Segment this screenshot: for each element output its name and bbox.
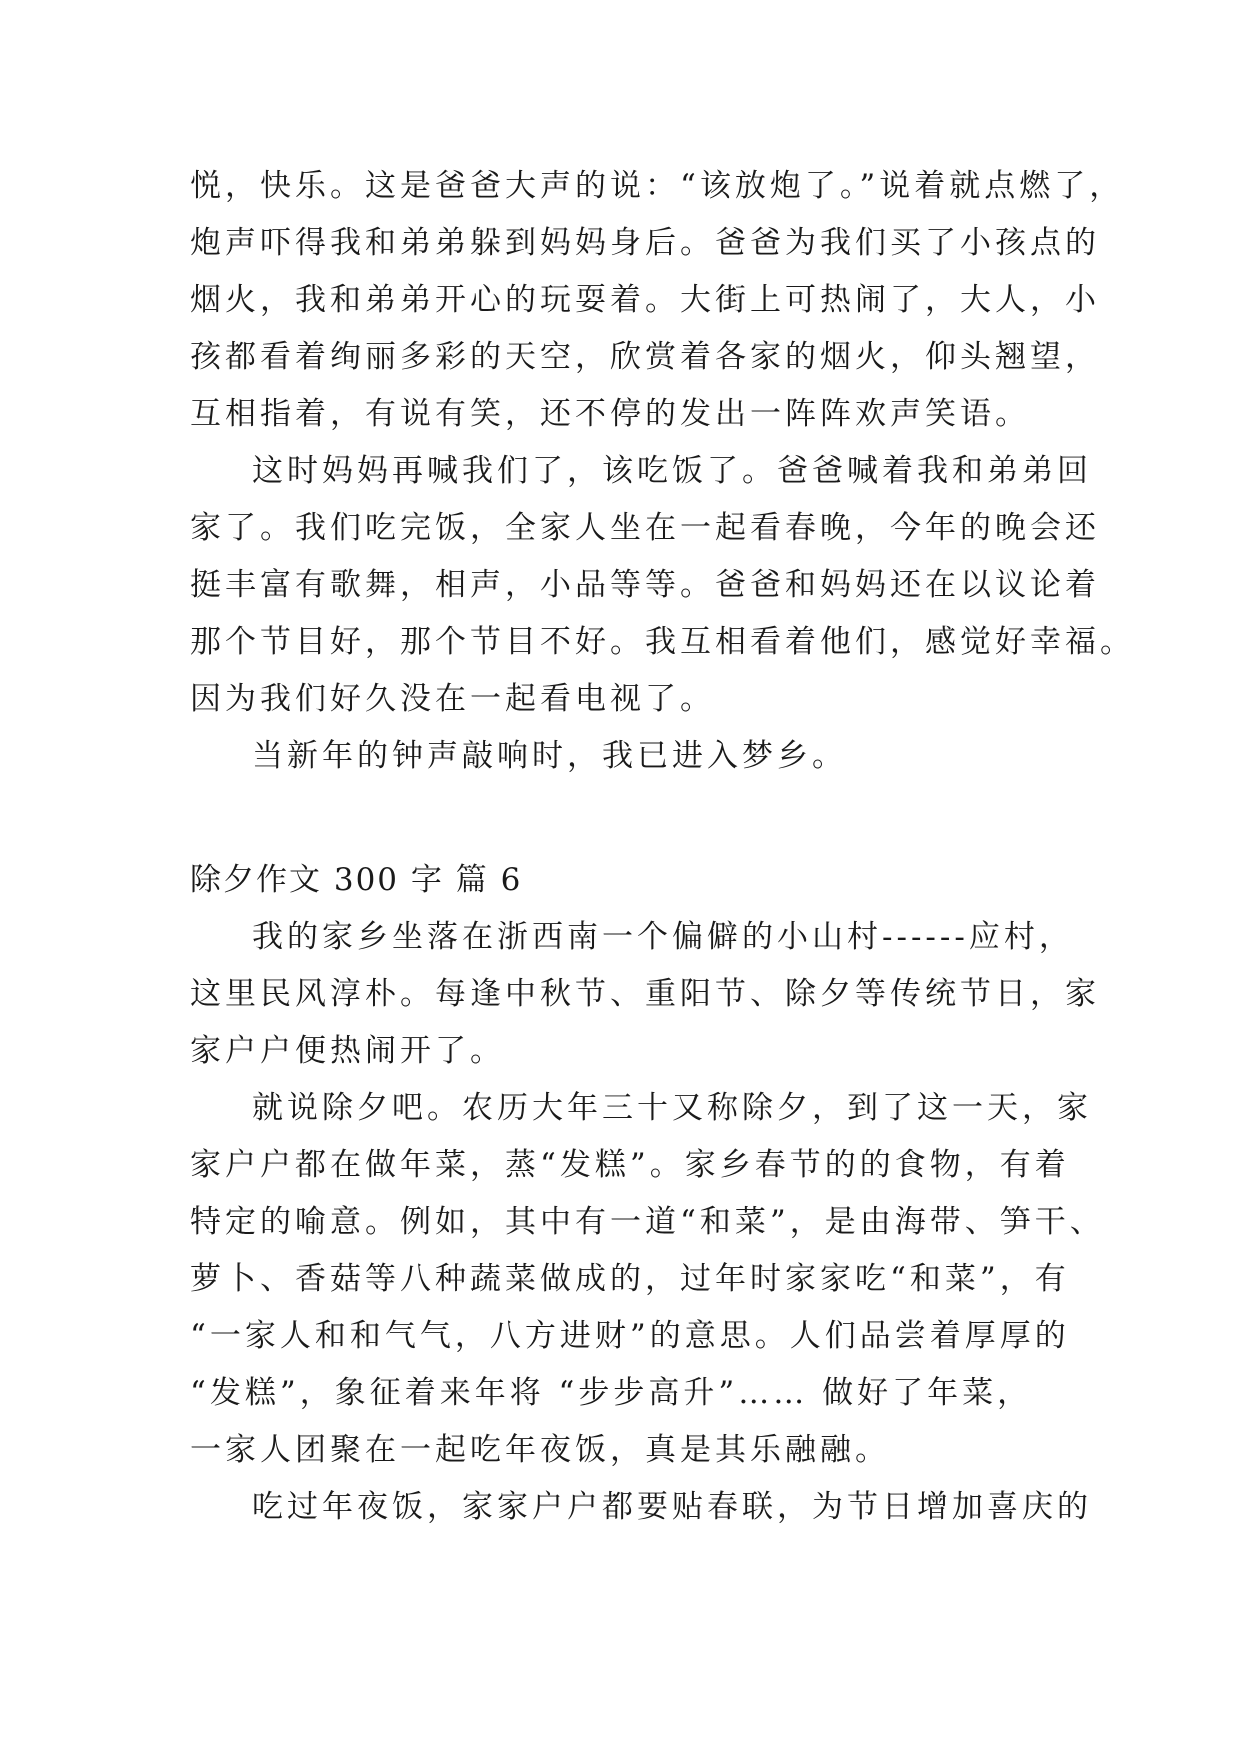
text-line: 家户户都在做年菜，蒸“发糕”。家乡春节的的食物，有着: [190, 1147, 1070, 1183]
text-line: 那个节目好，那个节目不好。我互相看着他们，感觉好幸福。: [190, 624, 1135, 660]
text-line: 这时妈妈再喊我们了，该吃饭了。爸爸喊着我和弟弟回: [252, 453, 1092, 489]
text-line: 就说除夕吧。农历大年三十又称除夕，到了这一天，家: [252, 1090, 1092, 1126]
text-line: 孩都看着绚丽多彩的天空，欣赏着各家的烟火，仰头翘望，: [190, 339, 1100, 375]
text-line: 当新年的钟声敲响时，我已进入梦乡。: [252, 738, 847, 774]
text-line: 这里民风淳朴。每逢中秋节、重阳节、除夕等传统节日，家: [190, 976, 1100, 1012]
text-line: 家户户便热闹开了。: [190, 1033, 505, 1069]
text-line: 特定的喻意。例如，其中有一道“和菜”，是由海带、笋干、: [190, 1204, 1105, 1240]
text-line: “一家人和和气气，八方进财”的意思。人们品尝着厚厚的: [190, 1318, 1070, 1354]
text-line: 挺丰富有歌舞，相声，小品等等。爸爸和妈妈还在以议论着: [190, 567, 1100, 603]
text-line: 悦，快乐。这是爸爸大声的说：“该放炮了。”说着就点燃了，: [190, 168, 1125, 204]
text-line: “发糕”，象征着来年将 “步步高升”…… 做好了年菜，: [190, 1375, 1033, 1411]
text-line: 因为我们好久没在一起看电视了。: [190, 681, 715, 717]
text-line: 我的家乡坐落在浙西南一个偏僻的小山村------应村，: [252, 919, 1074, 955]
section-heading: 除夕作文 300 字 篇 6: [190, 862, 523, 898]
text-line: 互相指着，有说有笑，还不停的发出一阵阵欢声笑语。: [190, 396, 1030, 432]
text-line: 吃过年夜饭，家家户户都要贴春联，为节日增加喜庆的: [252, 1489, 1092, 1525]
text-line: 萝卜、香菇等八种蔬菜做成的，过年时家家吃“和菜”，有: [190, 1261, 1070, 1297]
text-line: 烟火，我和弟弟开心的玩耍着。大街上可热闹了，大人，小: [190, 282, 1100, 318]
text-line: 炮声吓得我和弟弟躲到妈妈身后。爸爸为我们买了小孩点的: [190, 225, 1100, 261]
text-line: 一家人团聚在一起吃年夜饭，真是其乐融融。: [190, 1432, 890, 1468]
text-line: 家了。我们吃完饭，全家人坐在一起看春晚，今年的晚会还: [190, 510, 1100, 546]
